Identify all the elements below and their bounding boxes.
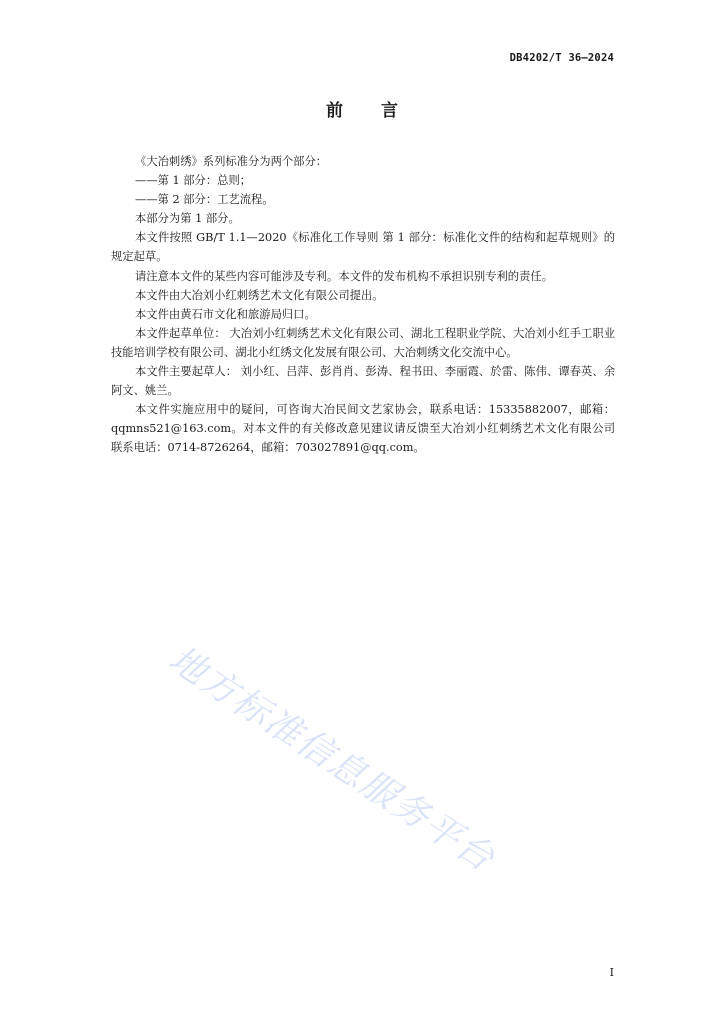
part-2-item: ——第 2 部分：工艺流程。 [135,193,274,207]
platform-watermark: 地方标准信息服务平台 [161,638,503,881]
patent-notice-paragraph: 请注意本文件的某些内容可能涉及专利。本文件的发布机构不承担识别专利的责任。 [135,269,553,283]
administration-paragraph: 本文件由黄石市文化和旅游局归口。 [135,307,316,321]
document-code: DB4202/T 36—2024 [509,52,614,64]
drafters-paragraph: 本文件主要起草人： 刘小红、吕萍、彭肖肖、彭涛、程书田、李丽霞、於雷、陈伟、谭春英、余阿文、姚兰。 [111,365,615,398]
document-body [111,152,615,458]
proposer-paragraph: 本文件由大冶刘小红刺绣艺术文化有限公司提出。 [135,288,384,302]
series-intro-paragraph: 《大冶刺绣》系列标准分为两个部分： [135,155,328,168]
page-number: I [609,966,614,979]
current-part-paragraph: 本部分为第 1 部分。 [135,212,240,226]
page-title: 前言 [326,101,436,121]
drafting-units-paragraph: 本文件起草单位： 大冶刘小红刺绣艺术文化有限公司、湖北工程职业学院、大冶刘小红手工职业技能培训学校有限公司、湖北小红绣文化发展有限公司、大冶刺绣文化交流中心。 [111,326,615,359]
part-1-item: ——第 1 部分：总则； [135,174,252,188]
drafting-rules-paragraph: 本文件按照 GB/T 1.1—2020《标准化工作导则 第 1 部分：标准化文件的结构和起草规则》的规定起草。 [111,231,615,264]
contact-paragraph: 本文件实施应用中的疑问，可咨询大冶民间文艺家协会，联系电话：15335882007，邮箱：qqmns521@163.com。对本文件的有关修改意见建议请反馈至大冶刘小红刺绣艺术文化有限公司联系电话：0714-8726264，邮箱：703027891@qq.com。 [111,403,615,455]
